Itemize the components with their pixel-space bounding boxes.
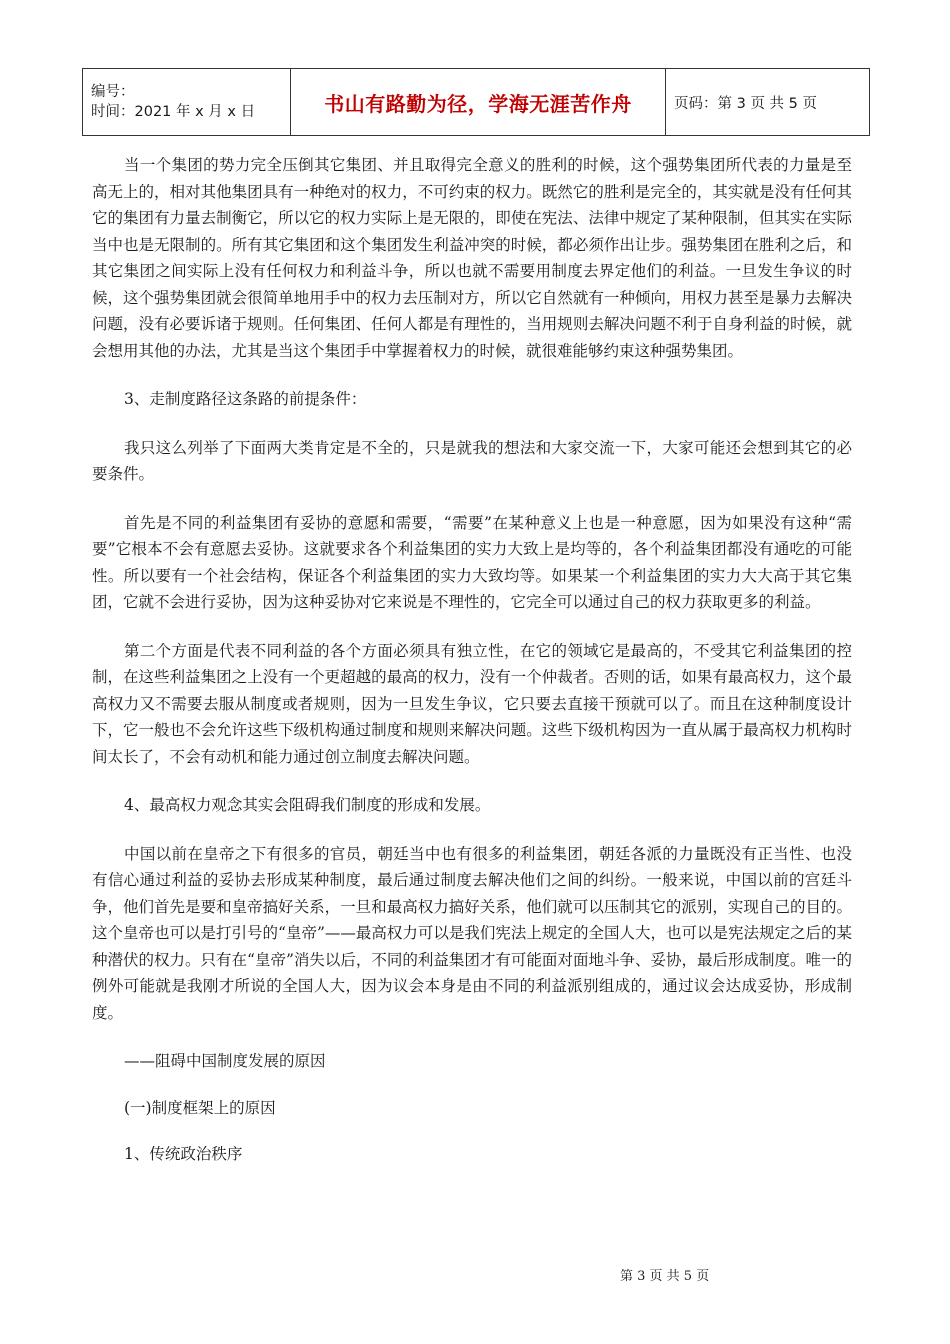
- body-paragraph: 第二个方面是代表不同利益的各个方面必须具有独立性，在它的领域它是最高的，不受其它利益集团的控制，在这些利益集团之上没有一个更超越的最高的权力，没有一个仲裁者。否则的话，如果有最高权力，这个最高权力又不需要去服从制度或者规则，因为一旦发生争议，它只要去直接干预就可以了。而且在这种制度设计下，它一般也不会允许这些下级机构通过制度和规则来解决问题。这些下级机构因为一直从属于最高权力机构时间太长了，不会有动机和能力通过创立制度去解决问题。: [92, 641, 852, 766]
- header-motto: 书山有路勤为径，学海无涯苦作舟: [324, 91, 632, 116]
- body-paragraph: 当一个集团的势力完全压倒其它集团、并且取得完全意义的胜利的时候，这个强势集团所代表的力量是至高无上的，相对其他集团具有一种绝对的权力，不可约束的权力。既然它的胜利是完全的，其实就是没有任何其它的集团有力量去制衡它，所以它的权力实际上是无限的，即使在宪法、法律中规定了某种限制，但其实在实际当中也是无限制的。所有其它集团和这个集团发生利益冲突的时候，都必须作出让步。强势集团在胜利之后，和其它集团之间实际上没有任何权力和利益斗争，所以也就不需要用制度去界定他们的利益。一旦发生争议的时候，这个强势集团就会很简单地用手中的权力去压制对方，所以它自然就有一种倾向，用权力甚至是暴力去解决问题，没有必要诉诸于规则。任何集团、任何人都是有理性的，当用规则去解决问题不利于自身利益的时候，就会想用其他的办法，尤其是当这个集团手中掌握着权力的时候，就很难能够约束这种强势集团。: [92, 156, 852, 360]
- header-page-cell: [666, 69, 870, 136]
- page-footer: 第 3 页 共 5 页: [620, 1269, 710, 1284]
- body-paragraph: 首先是不同的利益集团有妥协的意愿和需要，“需要”在某种意义上也是一种意愿，因为如果没有这种“需要”它根本不会有意愿去妥协。这就要求各个利益集团的实力大致上是均等的，各个利益集团都没有通吃的可能性。所以要有一个社会结构，保证各个利益集团的实力大致均等。如果某一个利益集团的实力大大高于其它集团，它就不会进行妥协，因为这种妥协对它来说是不理性的，它完全可以通过自己的权力获取更多的利益。: [92, 513, 852, 611]
- header-page-number: 页码：第 3 页 共 5 页: [674, 95, 817, 112]
- section-heading: (一)制度框架上的原因: [124, 1098, 276, 1117]
- body-paragraph: 中国以前在皇帝之下有很多的官员，朝廷当中也有很多的利益集团，朝廷各派的力量既没有正当性、也没有信心通过利益的妥协去形成某种制度，最后通过制度去解决他们之间的纠纷。一般来说，中国以前的宫廷斗争，他们首先是要和皇帝搞好关系，一旦和最高权力搞好关系，他们就可以压制其它的派别，实现自己的目的。这个皇帝也可以是打引号的“皇帝”——最高权力可以是我们宪法上规定的全国人大，也可以是宪法规定之后的某种潜伏的权力。只有在“皇帝”消失以后，不同的利益集团才有可能面对面地斗争、妥协，最后形成制度。唯一的例外可能就是我刚才所说的全国人大，因为议会本身是由不同的利益派别组成的，通过议会达成妥协，形成制度。: [92, 844, 852, 1022]
- section-heading: 1、传统政治秩序: [124, 1145, 243, 1163]
- section-heading: 4、最高权力观念其实会阻碍我们制度的形成和发展。: [124, 796, 491, 814]
- document-body: [92, 152, 852, 1168]
- section-heading: ——阻碍中国制度发展的原因: [124, 1052, 326, 1070]
- header-motto-cell: [291, 69, 666, 136]
- header-meta: [83, 69, 291, 136]
- section-heading: 3、走制度路径这条路的前提条件：: [124, 390, 367, 408]
- document-time: 时间：2021 年 x 月 x 日: [91, 104, 256, 120]
- body-paragraph: 我只这么列举了下面两大类肯定是不全的，只是就我的想法和大家交流一下，大家可能还会想到其它的必要条件。: [92, 438, 852, 483]
- document-number: 编号：: [91, 84, 135, 100]
- document-header: [82, 68, 870, 136]
